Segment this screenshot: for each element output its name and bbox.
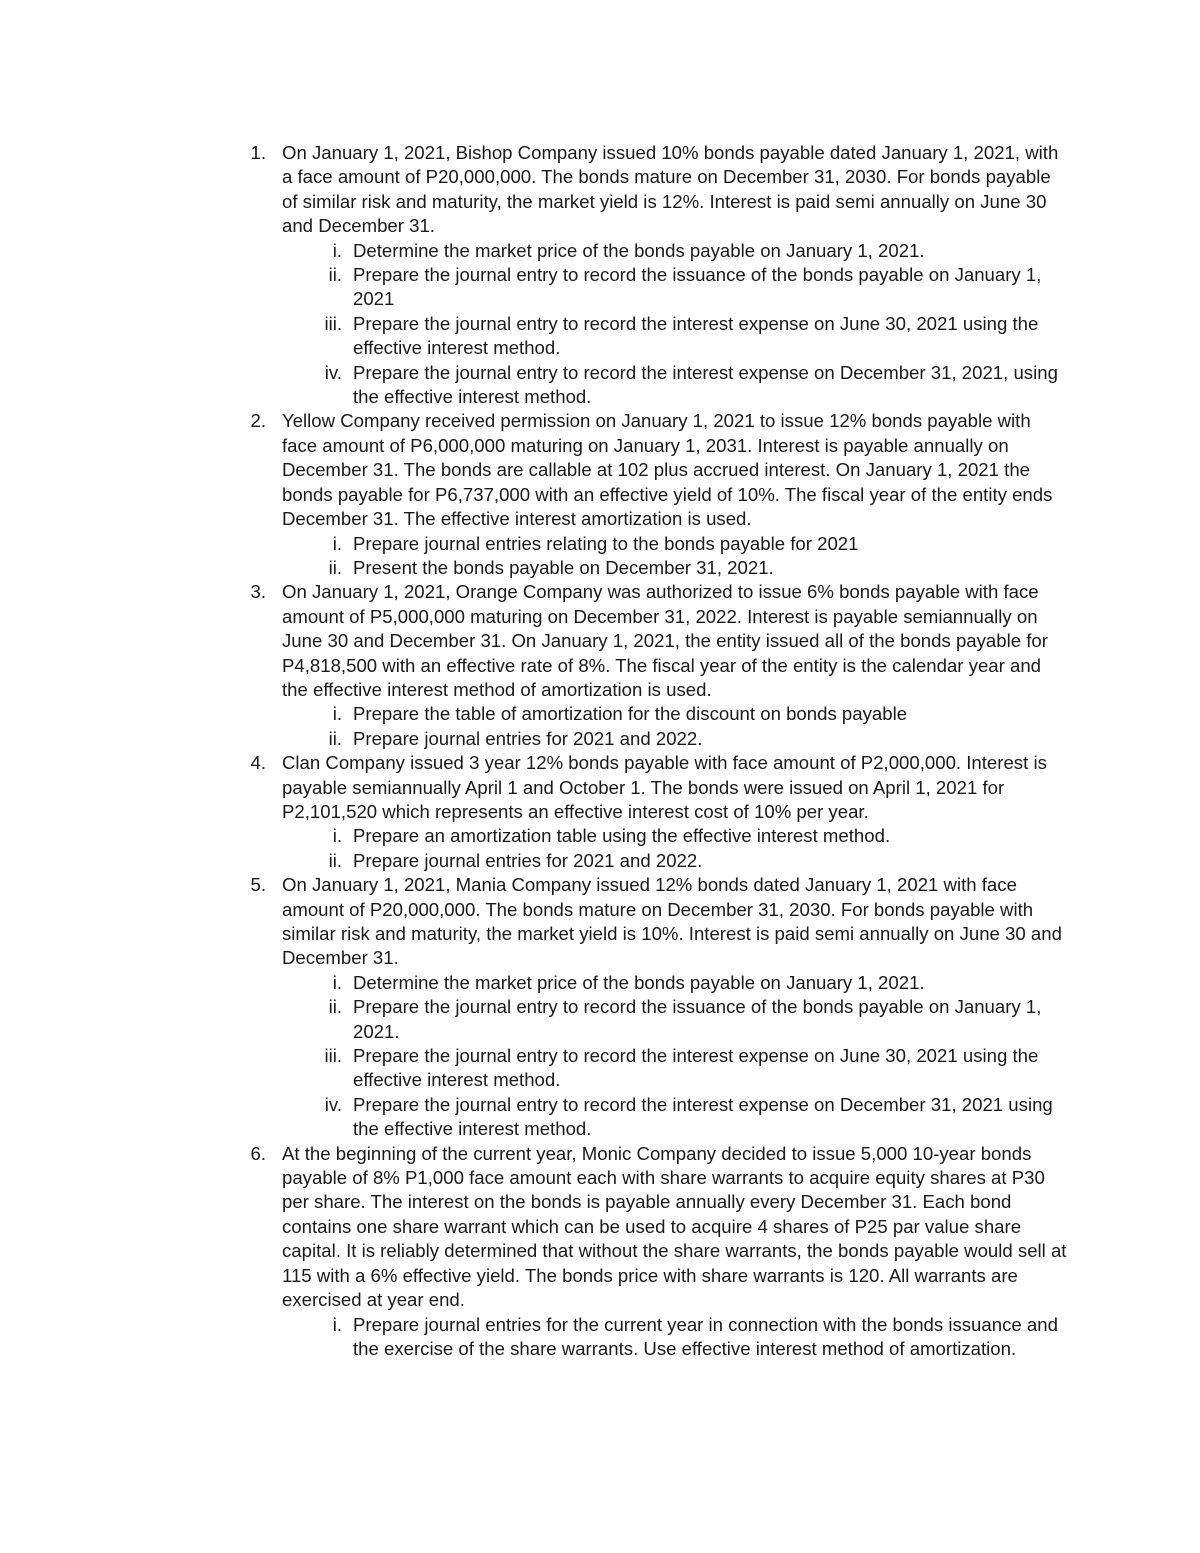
sub-question-text: Prepare the journal entry to record the interest expense on June 30, 2021 using the effective interest method.: [353, 1045, 1039, 1091]
problem-number: 6.: [250, 1142, 266, 1164]
problem-item: [240, 751, 1070, 873]
sub-question: [282, 971, 1070, 995]
sub-question-text: Prepare the journal entry to record the interest expense on June 30, 2021 using the effective interest method.: [353, 312, 1039, 359]
problem-item: [240, 409, 1070, 580]
sub-question-text: Prepare the journal entry to record the interest expense on December 31, 2021, using the effective interest method.: [353, 361, 1058, 408]
problem-number: 4.: [250, 752, 266, 774]
problem-text: On January 1, 2021, Bishop Company issued 10% bonds payable dated January 1, 2021, with a face amount of P20,000,000. The bonds mature on December 31, 2030. For bonds payable of similar risk and maturity, the market yield is 12%. Interest is paid semi annually on June 30 and December 31.: [282, 142, 1059, 237]
sub-question-numeral: i.: [332, 239, 342, 261]
sub-question-text: Prepare journal entries for 2021 and 2022.: [353, 849, 703, 871]
problem-number: 5.: [250, 874, 266, 896]
sub-question-text: Prepare an amortization table using the effective interest method.: [353, 825, 891, 847]
sub-question-numeral: iv.: [324, 361, 342, 383]
problem-item: [240, 141, 1070, 409]
sub-question: [282, 1093, 1070, 1142]
sub-question-text: Prepare journal entries for the current year in connection with the bonds issuance and the exercise of the share warrants. Use effective interest method of amortization.: [353, 1313, 1058, 1359]
sub-question: [282, 1044, 1070, 1093]
sub-question: [282, 556, 1070, 580]
sub-question: [282, 1313, 1070, 1362]
problem-text: At the beginning of the current year, Monic Company decided to issue 5,000 10-year bonds payable of 8% P1,000 face amount each with share warrants to acquire equity shares at P30 per share. The interest on the bonds is payable annually every December 31. Each bond contains one share warrant which can be used to acquire 4 shares of P25 par value share capital. It is reliably determined that without the share warrants, the bonds payable would sell at 115 with a 6% effective yield. The bonds price with share warrants is 120. All warrants are exercised at year end.: [282, 1142, 1067, 1311]
sub-question-numeral: i.: [332, 1313, 342, 1335]
sub-question-numeral: i.: [332, 825, 342, 847]
sub-question: [282, 312, 1070, 361]
problem-text: On January 1, 2021, Orange Company was authorized to issue 6% bonds payable with face amount of P5,000,000 maturing on December 31, 2022. Interest is payable semiannually on June 30 and December 31. On January 1, 2021, the entity issued all of the bonds payable for P4,818,500 with an effective rate of 8%. The fiscal year of the entity is the calendar year and the effective interest method of amortization is used.: [282, 581, 1048, 700]
problem-number: 2.: [250, 410, 266, 432]
problem-item: [240, 580, 1070, 751]
sub-question: [282, 361, 1070, 410]
sub-question-text: Determine the market price of the bonds payable on January 1, 2021.: [353, 971, 925, 993]
problem-text: On January 1, 2021, Mania Company issued 12% bonds dated January 1, 2021 with face amount of P20,000,000. The bonds mature on December 31, 2030. For bonds payable with similar risk and maturity, the market yield is 10%. Interest is paid semi annually on June 30 and December 31.: [282, 874, 1062, 969]
sub-question-text: Prepare journal entries relating to the bonds payable for 2021: [353, 532, 859, 554]
sub-question-numeral: ii.: [328, 996, 342, 1018]
sub-question-text: Prepare the journal entry to record the issuance of the bonds payable on January 1, 2021.: [353, 996, 1042, 1042]
sub-question-numeral: iii.: [324, 1045, 342, 1067]
sub-question: [282, 702, 1070, 726]
sub-question-numeral: i.: [332, 971, 342, 993]
sub-question-numeral: iii.: [324, 312, 342, 334]
sub-question-text: Prepare the journal entry to record the interest expense on December 31, 2021 using the effective interest method.: [353, 1093, 1053, 1140]
sub-question: [282, 995, 1070, 1044]
problem-text: Yellow Company received permission on January 1, 2021 to issue 12% bonds payable with face amount of P6,000,000 maturing on January 1, 2031. Interest is payable annually on December 31. The bonds are callable at 102 plus accrued interest. On January 1, 2021 the bonds payable for P6,737,000 with an effective yield of 10%. The fiscal year of the entity ends December 31. The effective interest amortization is used.: [282, 410, 1053, 530]
sub-question-text: Determine the market price of the bonds payable on January 1, 2021.: [353, 239, 925, 261]
sub-question: [282, 532, 1070, 556]
sub-question: [282, 263, 1070, 312]
sub-question: [282, 849, 1070, 873]
problem-text: Clan Company issued 3 year 12% bonds payable with face amount of P2,000,000. Interest is payable semiannually April 1 and October 1. The bonds were issued on April 1, 2021 for P2,101,520 which represents an effective interest cost of 10% per year.: [282, 752, 1047, 822]
sub-question: [282, 239, 1070, 263]
sub-question-text: Present the bonds payable on December 31, 2021.: [353, 556, 774, 578]
sub-question-text: Prepare the table of amortization for the discount on bonds payable: [353, 703, 908, 725]
problem-number: 3.: [250, 581, 266, 603]
problem-number: 1.: [250, 142, 266, 163]
sub-question-numeral: i.: [332, 532, 342, 554]
sub-question-numeral: iv.: [324, 1093, 342, 1115]
sub-question: [282, 824, 1070, 848]
sub-question-text: Prepare journal entries for 2021 and 2022.: [353, 727, 703, 749]
sub-question-numeral: ii.: [328, 556, 342, 578]
sub-question-text: Prepare the journal entry to record the issuance of the bonds payable on January 1, 2021: [353, 264, 1042, 310]
problem-item: [240, 1142, 1070, 1362]
problem-list: [240, 141, 1070, 1361]
problem-item: [240, 873, 1070, 1141]
sub-question: [282, 727, 1070, 751]
sub-question-numeral: ii.: [328, 727, 342, 749]
sub-question-numeral: i.: [332, 703, 342, 725]
sub-question-numeral: ii.: [328, 264, 342, 286]
sub-question-numeral: ii.: [328, 849, 342, 871]
